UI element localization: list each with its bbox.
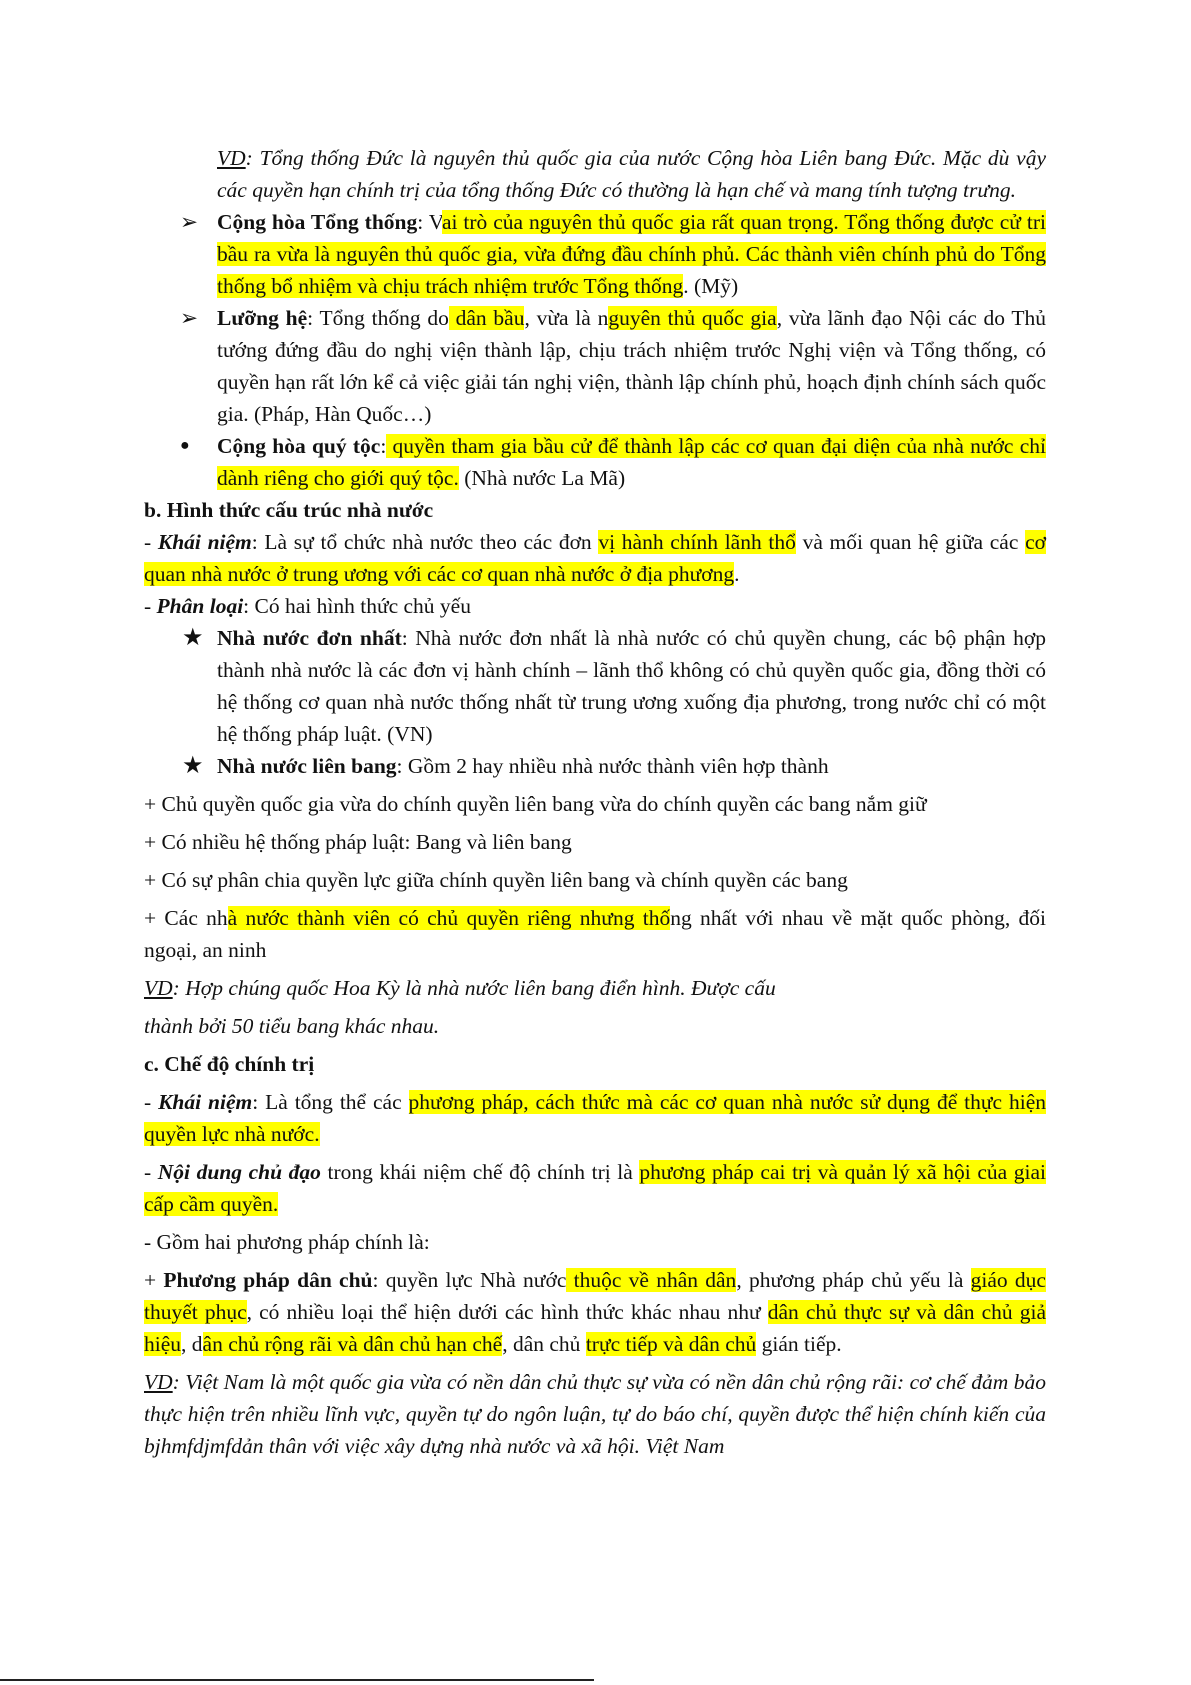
vd-label: VD [144, 1370, 173, 1394]
circle-bullet-icon: ● [180, 437, 190, 454]
federal-point-4: + Các nhà nước thành viên có chủ quyền riêng nhưng thống nhất với nhau về mặt quốc phòng, đối ngoại, an ninh [144, 906, 1046, 962]
arrow-bullet-icon: ➢ [180, 306, 199, 330]
highlight: à nước thành viên có chủ quyền riêng nhưng thố [227, 906, 671, 930]
list-item-federal-state: ★ Nhà nước liên bang: Gồm 2 hay nhiều nhà nước thành viên hợp thành [144, 750, 1046, 782]
page-content [144, 142, 1046, 1462]
highlight: phương pháp, cách thức mà các cơ quan nhà nước sử dụng để thực hiện quyền lực nhà nước. [144, 1090, 1046, 1146]
example-usa-line-1: VD: Hợp chúng quốc Hoa Kỳ là nhà nước liên bang điển hình. Được cấu [144, 976, 776, 1000]
federal-point-2: + Có nhiều hệ thống pháp luật: Bang và liên bang [144, 830, 572, 854]
example-germany: VD: Tổng thống Đức là nguyên thủ quốc gia của nước Cộng hòa Liên bang Đức. Mặc dù vậy các quyền hạn chính trị của tổng thống Đức có thường là hạn chế và mang tính tượng trưng. [217, 146, 1046, 202]
list-item-aristocratic-republic: ● Cộng hòa quý tộc: quyền tham gia bầu cử để thành lập các cơ quan đại diện của nhà nước chỉ dành riêng cho giới quý tộc. (Nhà nước La Mã) [144, 430, 1046, 494]
list-item-presidential-republic: ➢ Cộng hòa Tổng thống: Vai trò của nguyên thủ quốc gia rất quan trọng. Tổng thống được cử tri bầu ra vừa là nguyên thủ quốc gia, vừa đứng đầu chính phủ. Các thành viên chính phủ do Tổng thống bổ nhiệm và chịu trách nhiệm trước Tổng thống. (Mỹ) [144, 206, 1046, 302]
highlight: ai trò của nguyên thủ quốc gia rất quan trọng. Tổng thống được cử tri bầu ra vừa là nguyên thủ quốc gia, vừa đứng đầu chính phủ. Các thành viên chính phủ do Tổng thống bổ nhiệm và chịu trách nhiệm trước Tổng thống [217, 210, 1046, 298]
highlight: dân chủ thực sự và dân chủ giả hiệu [144, 1300, 1046, 1356]
section-c-heading: c. Chế độ chính trị [144, 1052, 315, 1076]
highlight: trực tiếp và dân chủ [585, 1332, 757, 1356]
footer-divider [0, 1679, 594, 1681]
democratic-method: + Phương pháp dân chủ: quyền lực Nhà nước thuộc về nhân dân, phương pháp chủ yếu là giáo dục thuyết phục, có nhiều loại thể hiện dưới các hình thức khác nhau như dân chủ thực sự và dân chủ giả hiệu, dân chủ rộng rãi và dân chủ hạn chế, dân chủ trực tiếp và dân chủ gián tiếp. [144, 1268, 1046, 1356]
example-usa-line-2: thành bởi 50 tiểu bang khác nhau. [144, 1014, 440, 1038]
highlight: ân chủ rộng rãi và dân chủ hạn chế [202, 1332, 503, 1356]
star-bullet-icon: ★ [182, 625, 204, 651]
section-c-two-methods: - Gồm hai phương pháp chính là: [144, 1230, 430, 1254]
example-vietnam: VD: Việt Nam là một quốc gia vừa có nền dân chủ thực sự vừa có nền dân chủ rộng rãi: cơ chế đảm bảo thực hiện trên nhiều lĩnh vực, quyền tự do ngôn luận, tự do báo chí, quyền được thể hiện chính kiến của bjhmfdjmfdản thân với việc xây dựng nhà nước và xã hội. Việt Nam [144, 1370, 1046, 1458]
vd-label: VD [144, 976, 173, 1000]
highlight: guyên thủ quốc gia [608, 306, 777, 330]
highlight: dân bầu [448, 306, 525, 330]
highlight: vị hành chính lãnh thổ [598, 530, 796, 554]
federal-point-3: + Có sự phân chia quyền lực giữa chính quyền liên bang và chính quyền các bang [144, 868, 848, 892]
star-bullet-icon: ★ [182, 753, 204, 779]
arrow-bullet-icon: ➢ [180, 210, 199, 234]
section-c-concept: - Khái niệm: Là tổng thể các phương pháp, cách thức mà các cơ quan nhà nước sử dụng để thực hiện quyền lực nhà nước. [144, 1090, 1046, 1146]
section-b-classification: - Phân loại: Có hai hình thức chủ yếu [144, 594, 471, 618]
highlight: giáo dục thuyết phục [144, 1268, 1046, 1324]
section-b-concept: - Khái niệm: Là sự tổ chức nhà nước theo các đơn vị hành chính lãnh thổ và mối quan hệ giữa các cơ quan nhà nước ở trung ương với các cơ quan nhà nước ở địa phương. [144, 530, 1046, 586]
highlight: cơ quan nhà nước ở trung ương với các cơ quan nhà nước ở địa phương [144, 530, 1046, 586]
section-c-main-content: - Nội dung chủ đạo trong khái niệm chế độ chính trị là phương pháp cai trị và quản lý xã hội của giai cấp cầm quyền. [144, 1160, 1046, 1216]
list-item-hybrid-republic: ➢ Lưỡng hệ: Tổng thống do dân bầu, vừa là nguyên thủ quốc gia, vừa lãnh đạo Nội các do Thủ tướng đứng đầu do nghị viện thành lập, chịu trách nhiệm trước Nghị viện và Tổng thống, có quyền hạn rất lớn kể cả việc giải tán nghị viện, thành lập chính phủ, hoạch định chính sách quốc gia. (Pháp, Hàn Quốc…) [144, 302, 1046, 430]
list-item-unitary-state: ★ Nhà nước đơn nhất: Nhà nước đơn nhất là nhà nước có chủ quyền chung, các bộ phận hợp thành nhà nước là các đơn vị hành chính – lãnh thổ không có chủ quyền quốc gia, đồng thời có hệ thống cơ quan nhà nước thống nhất từ trung ương xuống địa phương, trong nước chỉ có một hệ thống pháp luật. (VN) [144, 622, 1046, 750]
vd-label: VD [217, 146, 246, 170]
highlight: phương pháp cai trị và quản lý xã hội của giai cấp cầm quyền. [144, 1160, 1046, 1216]
section-b-heading: b. Hình thức cấu trúc nhà nước [144, 498, 434, 522]
highlight: thuộc về nhân dân [566, 1268, 737, 1292]
highlight: quyền tham gia bầu cử để thành lập các cơ quan đại diện của nhà nước chỉ dành riêng cho giới quý tộc. [217, 434, 1046, 490]
federal-point-1: + Chủ quyền quốc gia vừa do chính quyền liên bang vừa do chính quyền các bang nắm giữ [144, 792, 927, 816]
